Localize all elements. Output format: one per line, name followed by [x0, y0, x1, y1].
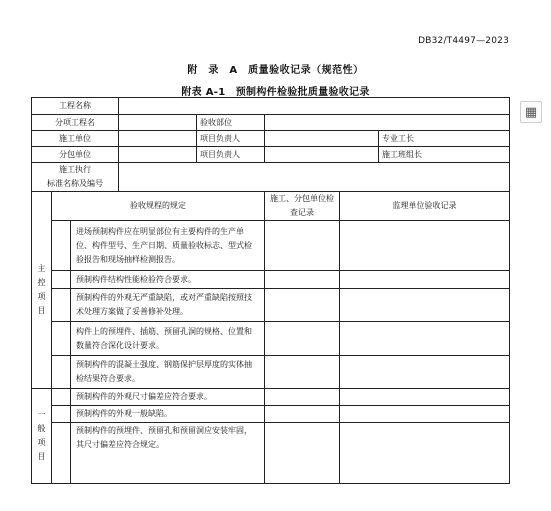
table-row [32, 115, 510, 131]
value-project-name[interactable] [119, 98, 510, 115]
label-constructor: 施工单位 [32, 131, 119, 147]
general-item-3: 预制构件的预埋件、预留孔和预留洞应安装牢固，其尺寸偏差应符合规定。 [71, 423, 265, 484]
table-row [32, 98, 510, 115]
table-row [32, 406, 510, 423]
contractor-check-cell[interactable] [265, 356, 340, 389]
value-project-leader[interactable] [265, 131, 379, 147]
supervisor-record-cell[interactable] [340, 356, 510, 389]
column-header-supervisor-record: 监理单位验收记录 [340, 192, 510, 221]
supervisor-record-cell[interactable] [340, 389, 510, 406]
contractor-check-cell[interactable] [265, 322, 340, 356]
column-header-contractor-check: 施工、分包单位检查记录 [265, 192, 340, 221]
main-item-2: 预制构件结构性能检验符合要求。 [71, 271, 265, 289]
main-item-3: 预制构件的外观无严重缺陷，或对严重缺陷按照技术处理方案做了妥善修补处理。 [71, 289, 265, 322]
label-sub-project-leader: 项目负责人 [197, 147, 265, 163]
grid-icon[interactable]: ▦ [520, 101, 542, 123]
supervisor-record-cell[interactable] [340, 406, 510, 423]
item-number-cell [52, 406, 71, 423]
table-row [32, 131, 510, 147]
label-standard-line1: 施工执行 [59, 165, 91, 174]
label-sub-project: 分项工程名 [32, 115, 119, 131]
main-item-4: 构件上的预埋件、插筋、预留孔洞的规格、位置和数量符合深化设计要求。 [71, 322, 265, 356]
contractor-check-cell[interactable] [265, 289, 340, 322]
table-row [32, 163, 510, 192]
general-item-1: 预制构件的外观尺寸偏差应符合要求。 [71, 389, 265, 406]
general-item-2: 预制构件的外观一般缺陷。 [71, 406, 265, 423]
label-foreman: 专业工长 [379, 131, 510, 147]
value-constructor[interactable] [119, 131, 197, 147]
label-acceptance-part: 验收部位 [197, 115, 265, 131]
supervisor-record-cell[interactable] [340, 221, 510, 271]
standard-code: DB32/T4497—2023 [418, 36, 509, 46]
contractor-check-cell[interactable] [265, 406, 340, 423]
table-row [32, 356, 510, 389]
table-row [32, 322, 510, 356]
acceptance-record-table [31, 97, 510, 484]
value-sub-project[interactable] [119, 115, 197, 131]
item-number-cell [52, 356, 71, 389]
value-execution-standard[interactable] [119, 163, 510, 192]
table-title: 附表 A-1 预制构件检验批质量验收记录 [181, 87, 370, 98]
supervisor-record-cell[interactable] [340, 423, 510, 484]
table-header-row [32, 192, 510, 221]
label-execution-standard [32, 163, 119, 192]
table-row [32, 221, 510, 271]
main-item-5: 预制构件的混凝土强度、钢筋保护层厚度的实体抽检结果符合要求。 [71, 356, 265, 389]
item-number-cell [52, 271, 71, 289]
contractor-check-cell[interactable] [265, 423, 340, 484]
general-items-group-label: 一 般 项 目 [32, 389, 52, 484]
supervisor-record-cell[interactable] [340, 271, 510, 289]
label-project-leader: 项目负责人 [197, 131, 265, 147]
label-standard-line2: 标准名称及编号 [47, 179, 103, 188]
table-row [32, 147, 510, 163]
supervisor-record-cell[interactable] [340, 289, 510, 322]
item-number-cell [52, 289, 71, 322]
value-subcontractor[interactable] [119, 147, 197, 163]
main-items-group-label: 主 控 项 目 [32, 192, 52, 389]
main-item-1: 进场预制构件应在明显部位有主要构件的生产单位、构件型号、生产日期、质量验收标志、型式检验报告和现场抽样检测报告。 [71, 221, 265, 271]
appendix-title: 附 录 A 质量验收记录（规范性） [187, 65, 364, 76]
table-row [32, 289, 510, 322]
label-team-leader: 施工班组长 [379, 147, 510, 163]
table-row [32, 389, 510, 406]
contractor-check-cell[interactable] [265, 221, 340, 271]
value-sub-project-leader[interactable] [265, 147, 379, 163]
table-row [32, 271, 510, 289]
item-number-cell [52, 389, 71, 406]
item-number-cell [52, 322, 71, 356]
column-header-spec: 验收规程的规定 [52, 192, 265, 221]
value-acceptance-part[interactable] [265, 115, 510, 131]
item-number-cell [52, 221, 71, 271]
contractor-check-cell[interactable] [265, 389, 340, 406]
supervisor-record-cell[interactable] [340, 322, 510, 356]
label-project-name: 工程名称 [32, 98, 119, 115]
item-number-cell [52, 423, 71, 484]
table-row [32, 423, 510, 484]
contractor-check-cell[interactable] [265, 271, 340, 289]
label-subcontractor: 分包单位 [32, 147, 119, 163]
